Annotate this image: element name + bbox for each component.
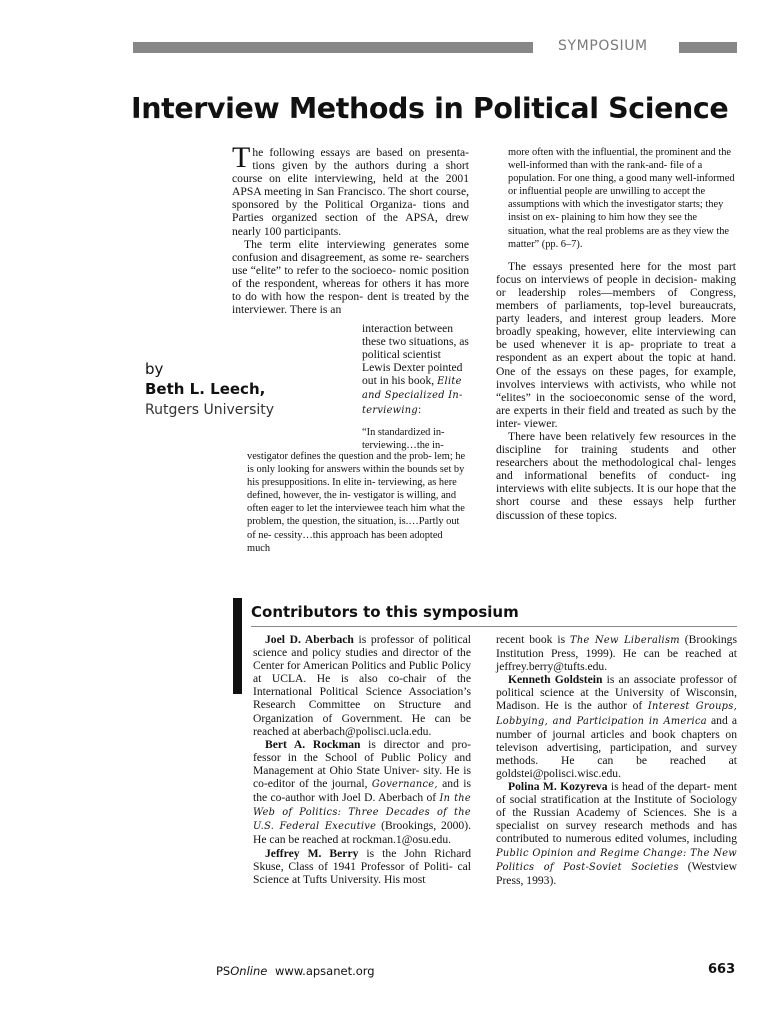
bio-berry-cont: recent book is The New Liberalism (Brookings Institution Press, 1999). He can be reached at jeffrey.berry@tufts.edu. [496,633,737,674]
quote-continued: more often with the influential, the prominent and the well-informed than with the rank-and- file of a population. For one thing, a good many well-informed or influential people are unwilling to accept the assumptions with which the investigator starts; they insist on ex- plaining to him how they see the situation, what the real problems are as they view the matter” (pp. 6–7). [508,147,735,250]
intro-paragraph-3: The essays presented here for the most part focus on interviews of people in decision- making or leadership roles—members of Congress, members of parliaments, top-level bureaucrats, party leaders, and interest group leaders. More broadly speaking, however, elite interviewing can be used whenever it is ap- propriate to treat a respondent as an expert about the topic at hand. One of the essays on these pages, for example, involves interviews with activists, who while not “elites” in the socioeconomic sense of the word, are experts in their field and treated as such by the inter- viewer. [496,259,736,430]
contributors-heading: Contributors to this symposium [251,603,519,621]
page-title: Interview Methods in Political Science [131,92,729,125]
quote-block [247,450,467,555]
footer-url: www.apsanet.org [275,964,375,978]
intro-paragraph-2-cont: interaction between these two situations, as political scientist Lewis Dexter pointed out in his book, Elite and Specialized In- terviewing: [362,322,469,416]
bio-berry: Jeffrey M. Berry is the John Richard Skuse, Class of 1941 Professor of Politi- cal Science at Tufts University. His most [253,846,471,886]
intro-column-1 [232,141,469,317]
intro-paragraph-4: There have been relatively few resources in the discipline for training students and other researchers about the methodological chal- lenges and informational benefits of conduct- ing interviews with elite subjects. It is our hope that the short course and these essays help further discussion of these topics. [496,429,736,522]
bio-goldstein: Kenneth Goldstein is an associate professor of political science at the University of Wisconsin, Madison. He is the author of Interest Groups, Lobbying, and Participation in America and a number of journal articles and book chapters on televison advertising, participation, and survey methods. He can be reached at goldstei@polisci.wisc.edu. [496,673,737,780]
page-number: 663 [708,962,736,977]
footer-journal-online: Online [230,964,268,978]
bio-rockman: Bert A. Rockman is director and pro- fessor in the School of Public Policy and Management at Ohio State Univer- sity. He is co-editor of the journal, Governance, and is the co-author with Joel D. Aberbach of In the Web of Politics: Three Decades of the U.S. Federal Executive (Brookings, 2000). He can be reached at rockman.1@osu.edu. [253,737,472,847]
byline-by: by [145,360,164,378]
header-rule-right [679,42,737,53]
header-rule-left [133,42,533,53]
section-label: SYMPOSIUM [558,38,648,54]
drop-cap: T [232,141,251,174]
byline [145,360,274,420]
intro-paragraph-2: The term elite interviewing generates some confusion and disagreement, as some re- searchers use “elite” to refer to the socioeco- nomic position of the respondent, whereas for others it has more to do with how the respon- dent is treated by the interviewer. There is an [232,237,469,317]
quote-start: “In standardized in- terviewing…the in- [362,426,445,451]
author-affiliation: Rutgers University [145,402,275,418]
footer-journal [216,964,375,978]
footer-journal-ps: PS [216,964,231,978]
contributors-accent-bar [233,598,242,694]
bio-kozyreva: Polina M. Kozyreva is head of the depart- ment of social stratification at the Institute of Sociology of the Russian Academy of Sciences. She is a specialist on survey research methods and has contributed to numerous edited volumes, including Public Opinion and Regime Change: The New Politics of Post-Soviet Societies (Westview Press, 1993). [496,780,738,887]
quote-text: vestigator defines the question and the prob- lem; he is only looking for answers within the bounds set by his presuppositions. In elite in- terviewing, as here defined, however, the in- vestigator is willing, and often eager to let the interviewee teach him what the problem, the question, the situation, is.…Partly out of ne- cessity…this approach has been adopted much [247,451,466,554]
book-title-elite: Elite and Specialized In- terviewing [362,376,463,416]
intro-paragraph-1: The following essays are based on presenta- tions given by the authors during a short course on elite interviewing, held at the 2001 APSA meeting in San Francisco. The short course, sponsored by the Political Organiza- tions and Parties organized section of the APSA, drew nearly 100 participants. [232,141,469,238]
intro-column-2 [496,146,736,522]
contributors-rule [251,626,737,627]
contributors-column-1 [253,633,471,886]
contributors-column-2 [496,633,737,887]
intro-column-1-narrow [362,322,469,452]
author-name: Beth L. Leech, [145,380,266,398]
bio-aberbach: Joel D. Aberbach is professor of political science and policy studies and director of the Center for American Politics and Public Policy at UCLA. He is also co-chair of the International Political Science Association’s Research Committee on Structure and Organization of Government. He can be reached at aberbach@polisci.ucla.edu. [253,633,471,738]
